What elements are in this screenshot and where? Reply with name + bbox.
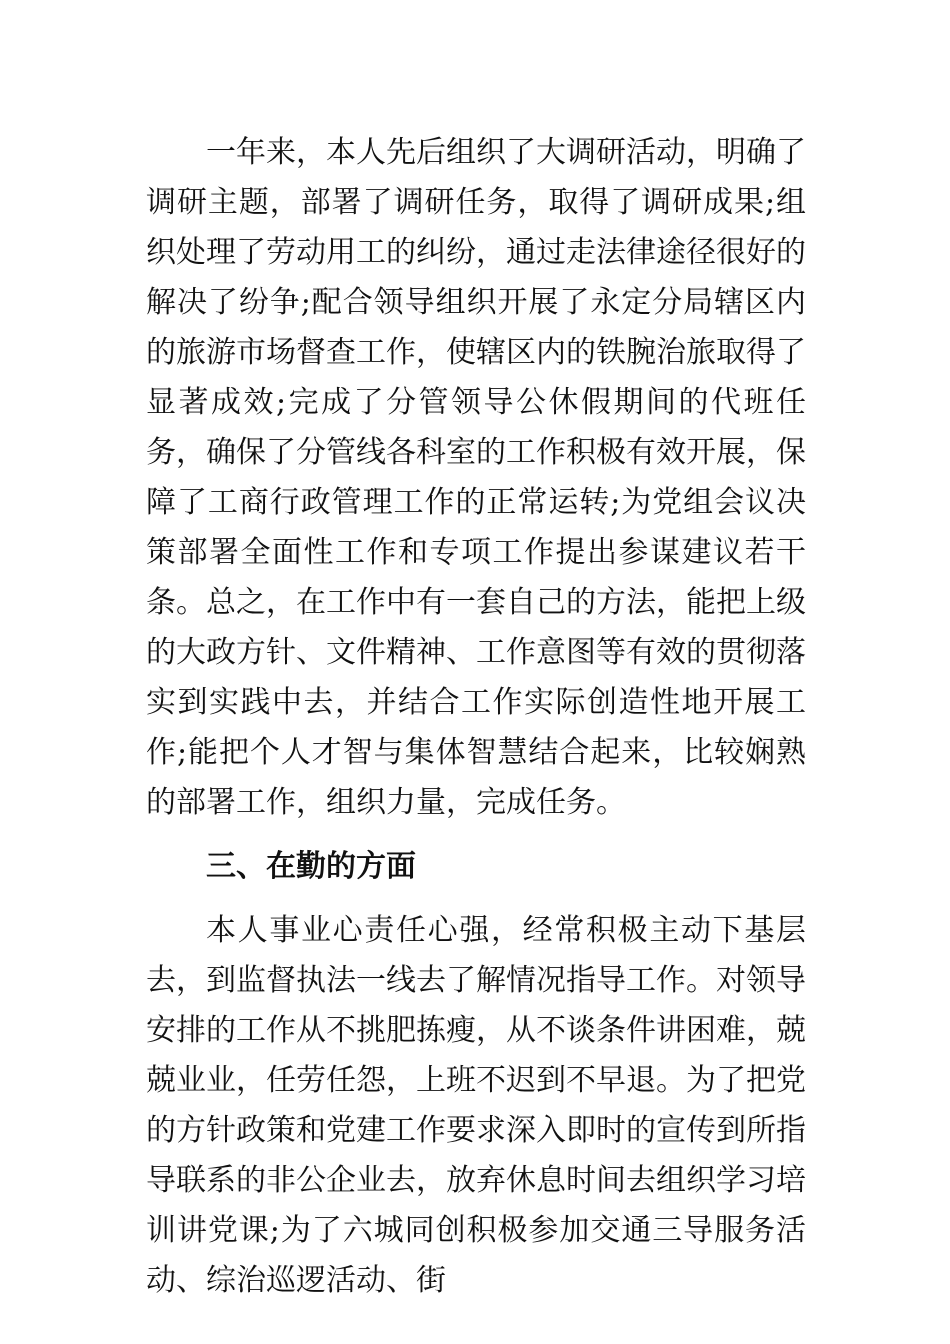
document-body <box>146 128 806 1306</box>
section-heading: 三、在勤的方面 <box>206 849 416 884</box>
body-paragraph-2: 本人事业心责任心强，经常积极主动下基层去，到监督执法一线去了解情况指导工作。对领导安排的工作从不挑肥拣瘦，从不谈条件讲困难，兢兢业业，任劳任怨，上班不迟到不早退。为了把党的方针政策和党建工作要求深入即时的宣传到所指导联系的非公企业去，放弃休息时间去组织学习培训讲党课;为了六城同创积极参加交通三导服务活动、综治巡逻活动、街 <box>146 913 806 1298</box>
body-paragraph-1: 一年来，本人先后组织了大调研活动，明确了调研主题，部署了调研任务，取得了调研成果;组织处理了劳动用工的纠纷，通过走法律途径很好的解决了纷争;配合领导组织开展了永定分局辖区内的旅游市场督查工作，使辖区内的铁腕治旅取得了显著成效;完成了分管领导公休假期间的代班任务，确保了分管线各科室的工作积极有效开展，保障了工商行政管理工作的正常运转;为党组会议决策部署全面性工作和专项工作提出参谋建议若干条。总之，在工作中有一套自己的方法，能把上级的大政方针、文件精神、工作意图等有效的贯彻落实到实践中去，并结合工作实际创造性地开展工作;能把个人才智与集体智慧结合起来，比较娴熟的部署工作，组织力量，完成任务。 <box>146 135 806 820</box>
